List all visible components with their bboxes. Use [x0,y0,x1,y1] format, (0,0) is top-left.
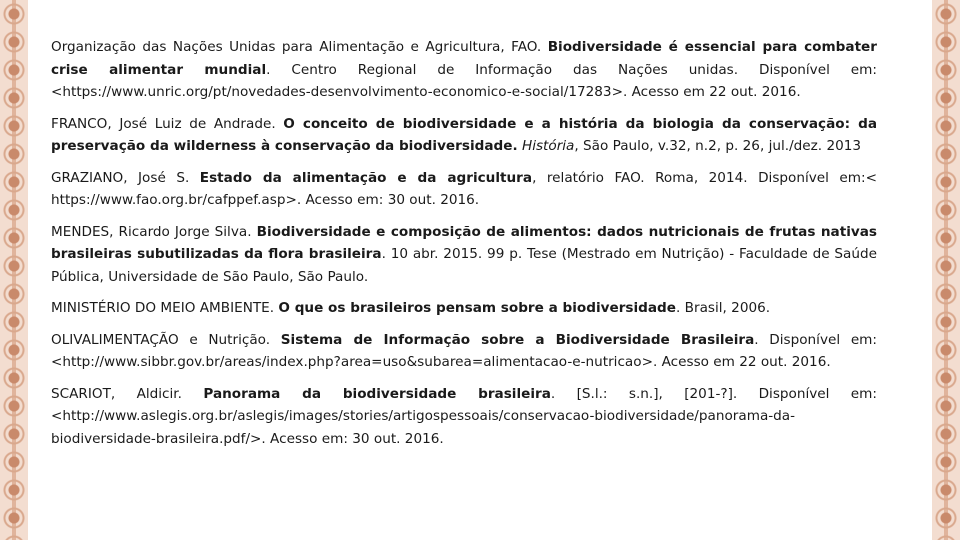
reference-author: OLIVALIMENTAÇÃO e Nutrição. [51,331,281,348]
reference-details: . Disponível em: <http://www.sibbr.gov.br/areas/index.php?area=uso&subarea=alimentacao-e-nutricao>. Acesso em 22 out. 2016. [51,331,878,370]
reference-title: Estado da alimentação e da agricultura [199,169,533,186]
reference-details: . Brasil, 2006. [676,300,771,316]
reference-details: . 10 abr. 2015. 99 p. Tese (Mestrado em Nutrição) - Faculdade de Saúde Pública, Universidade de São Paulo, São Paulo. [51,246,877,285]
reference-details: , São Paulo, v.32, n.2, p. 26, jul./dez. 2013 [574,138,862,154]
reference-author: Organização das Nações Unidas para Alimentação e Agricultura, FAO. [51,39,548,55]
reference-author: GRAZIANO, José S. [51,169,200,186]
reference-item [51,167,877,212]
reference-title: O conceito de biodiversidade e a história da biologia da conservação: da preservação da wilderness à conservação da biodiversidade. [51,115,877,154]
reference-title: Sistema de Informação sobre a Biodiversidade Brasileira [280,331,755,348]
reference-author: FRANCO, José Luiz de Andrade. [51,115,284,132]
reference-list [51,36,877,459]
reference-title: O que os brasileiros pensam sobre a biodiversidade [278,300,677,316]
reference-item [51,383,877,451]
reference-author: MENDES, Ricardo Jorge Silva. [51,223,257,240]
reference-item [51,329,877,374]
reference-item [51,36,877,104]
reference-details: . [S.l.: s.n.], [201-?]. Disponível em: <http://www.aslegis.org.br/aslegis/images/stories/artigospessoais/conservacao-biodiversidade/panorama-da-biodiversidade-brasileira.pdf/>. Acesso em: 30 out. 2016. [51,385,877,447]
decorative-border-left [0,0,28,540]
decorative-border-right [932,0,960,540]
reference-item [51,297,877,320]
reference-title: Biodiversidade e composição de alimentos: dados nutricionais de frutas nativas brasileiras subutilizadas da flora brasileira [51,223,878,262]
reference-item [51,221,877,289]
reference-title: Panorama da biodiversidade brasileira [203,385,551,402]
reference-details: , relatório FAO. Roma, 2014. Disponível em:< https://www.fao.org.br/cafppef.asp>. Acesso em: 30 out. 2016. [51,169,878,208]
reference-details: . Centro Regional de Informação das Nações unidas. Disponível em: <https://www.unric.org/pt/novedades-desenvolvimento-economico-e-social/17283>. Acesso em 22 out. 2016. [51,61,877,100]
reference-journal: História [521,138,575,154]
reference-author: MINISTÉRIO DO MEIO AMBIENTE. [51,300,279,316]
reference-item [51,113,877,158]
reference-title: Biodiversidade é essencial para combater crise alimentar mundial [51,39,877,78]
reference-author: SCARIOT, Aldicir. [51,385,204,402]
